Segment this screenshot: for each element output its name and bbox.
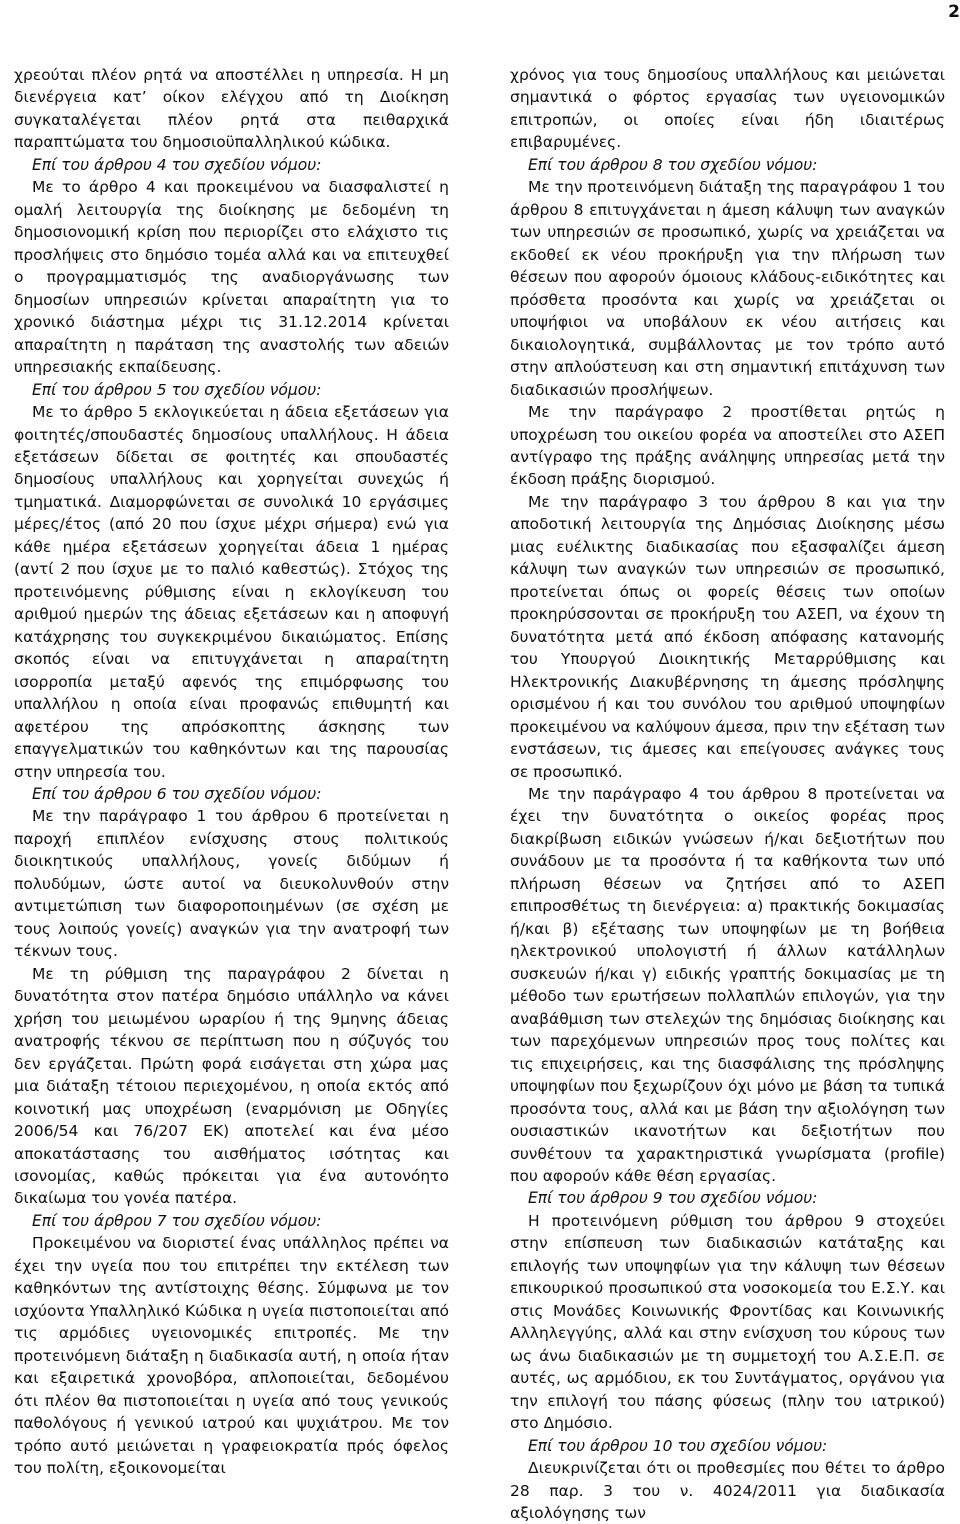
article-8-heading: Επί του άρθρου 8 του σχεδίου νόμου: [528, 155, 818, 174]
article-7-paragraph: Προκειμένου να διοριστεί ένας υπάλληλος πρέπει να έχει την υγεία που του επιτρέπει την εκτέλεση των καθηκόντων της αντίστοιχης θέσης. Σύμφωνα με τον ισχύοντα Υπαλληλικό Κώδικα η υγεία πιστοποιείται από τις αρμόδιες υγειονομικές επιτροπές. Με την προτεινόμενη διάταξη η διαδικασία αυτή, η οποία ήταν και εξαιρετικά χρονοβόρα, απλοποιείται, δεδομένου ότι πλέον θα πιστοποιείται η υγεία από τους γενικούς παθολόγους ή γενικού ιατρού και ψυχιάτρου. Με τον τρόπο αυτό μειώνεται η γραφειοκρατία πρός όφελος του πολίτη, εξοικονομείται [14, 1234, 449, 1478]
article-9-heading: Επί του άρθρου 9 του σχεδίου νόμου: [528, 1189, 818, 1208]
article-8-paragraph-1: Με την προτεινόμενη διάταξη της παραγράφου 1 του άρθρου 8 επιτυγχάνεται η άμεση κάλυψη των αναγκών των υπηρεσιών σε προσωπικό, χωρίς να χρειάζεται να εκδοθεί εκ νέου προκήρυξη για την πλήρωση των θέσεων που αφορούν όμοιους κλάδους-ειδικότητες και πρόσθετα προσόντα και χωρίς να χρειάζεται οι υποψήφιοι να υποβάλουν εκ νέου αιτήσεις και δικαιολογητικά, συμβάλλοντας με τον τρόπο αυτό στην απλούστευση και στη σημαντική επιτάχυνση των διαδικασιών προσλήψεων. [510, 178, 945, 399]
article-5-paragraph: Με το άρθρο 5 εκλογικεύεται η άδεια εξετάσεων για φοιτητές/σπουδαστές δημοσίους υπαλλήλους. Η άδεια εξετάσεων δίδεται σε φοιτητές και σπουδαστές δημοσίους υπαλλήλους και χορηγείται συνεχώς ή τμηματικά. Διαμορφώνεται σε συνολικά 10 εργάσιμες μέρες/έτος (από 20 που ίσχυε μέχρι σήμερα) ενώ για κάθε ημέρα εξετάσεων χορηγείται άδεια 1 ημέρας (αντί 2 που ίσχυε με το παλιό καθεστώς). Στόχος της προτεινόμενης ρύθμισης είναι η εκλογίκευση του αριθμού ημερών της άδειας εξετάσεων και η αποφυγή κατάχρησης του συγκεκριμένου δικαιώματος. Επίσης σκοπός είναι να επιτυγχάνεται η απαραίτητη ισορροπία μεταξύ αφενός της επιμόρφωσης του υπαλλήλου η οποία είναι προφανώς επιθυμητή και αφετέρου της απρόσκοπτης άσκησης των επαγγελματικών του καθηκόντων και της παρουσίας στην υπηρεσία του. [14, 403, 449, 781]
article-7-heading: Επί του άρθρου 7 του σχεδίου νόμου: [32, 1211, 322, 1230]
article-6-heading: Επί του άρθρου 6 του σχεδίου νόμου: [32, 785, 322, 803]
article-8-paragraph-3: Με την παράγραφο 3 του άρθρου 8 και για την αποδοτική λειτουργία της Δημόσιας Διοίκησης μέσω μιας ευέλικτης διαδικασίας που εξασφαλίζει άμεση κάλυψη των αναγκών των υπηρεσιών σε προσωπικό, προτείνεται όπως οι φορείς θέσεις των οποίων προκηρύσσονται σε προκήρυξη του ΑΣΕΠ, να έχουν τη δυνατότητα μετά από έκδοση απόφασης κατανομής του Υπουργού Διοικητικής Μεταρρύθμισης και Ηλεκτρονικής Διακυβέρνησης τη άμεσης πρόσληψης ορισμένου ή και του συνόλου του αριθμού υποψηφίων προκειμένου να καλύψουν άμεσα, πριν την εξέταση των ενστάσεων, τις άμεσες και επείγουσες ανάγκες τους σε προσωπικό. [510, 492, 945, 781]
article-6-paragraph-2: Με τη ρύθμιση της παραγράφου 2 δίνεται η δυνατότητα στον πατέρα δημόσιο υπάλληλο να κάνει χρήση του μειωμένου ωραρίου ή της 9μηνης άδειας ανατροφής τέκνου σε περίπτωση που η σύζυγός του δεν εργάζεται. Πρώτη φορά εισάγεται στη χώρα μας μια διάταξη τέτοιου περιεχομένου, η οποία εκτός από κοινοτική μας υποχρέωση (εναρμόνιση με Οδηγίες 2006/54 και 76/207 ΕΚ) αποτελεί και ένα μέσο αποκατάστασης του αισθήματος ισότητας και ισονομίας, καθώς πρόκειται για ένα αυτονόητο δικαίωμα του γονέα πατέρα. [14, 964, 449, 1208]
article-9-paragraph: Η προτεινόμενη ρύθμιση του άρθρου 9 στοχεύει στην επίσπευση των διαδικασιών κατάταξης και επιλογής των υποψηφίων για την κάλυψη των θέσεων επικουρικού προσωπικού στα νοσοκομεία του Ε.Σ.Υ. και στις Μονάδες Κοινωνικής Φροντίδας και Κοινωνικής Αλληλεγγύης, αλλά και στην ενίσχυση του κύρους των ως άνω διαδικασιών με τη συμμετοχή του Α.Σ.Ε.Π. σε αυτές, ως αρμόδιου, εκ του Συντάγματος, οργάνου για την επιλογή του πάσης φύσεως (πλην του ιατρικού) στο Δημόσιο. [510, 1211, 945, 1433]
article-6-paragraph-1: Με την παράγραφο 1 του άρθρου 6 προτείνεται η παροχή επιπλέον ενίσχυσης στους πολιτικούς διοικητικούς υπαλλήλους, γονείς διδύμων ή πολυδύμων, ώστε αυτοί να διευκολυνθούν στην αντιμετώπιση των διαφοροποιημένων (σε σχέση με τους λοιπούς γονείς) αναγκών για την ανατροφή των τέκνων τους. [14, 807, 449, 961]
right-intro-paragraph: χρόνος για τους δημοσίους υπαλλήλους και μειώνεται σημαντικά ο φόρτος εργασίας των υγειονομικών επιτροπών, οι οποίες είναι ήδη ιδιαιτέρως επιβαρυμένες. [510, 66, 945, 152]
article-5-heading: Επί του άρθρου 5 του σχεδίου νόμου: [32, 380, 322, 399]
right-column [510, 64, 945, 1524]
article-10-heading: Επί του άρθρου 10 του σχεδίου νόμου: [528, 1436, 828, 1455]
article-8-paragraph-4: Με την παράγραφο 4 του άρθρου 8 προτείνεται να έχει την δυνατότητα ο οικείος φορέας προς διακρίβωση ειδικών γνώσεων ή/και δεξιοτήτων που συνάδουν με τα προσόντα ή τα καθήκοντα των υπό πλήρωση θέσεων να ζητήσει από το ΑΣΕΠ επιπροσθέτως τη διενέργεια: α) πρακτικής δοκιμασίας ή/και β) εξέτασης των υποψηφίων με τη βοήθεια ηλεκτρονικού υπολογιστή ή άλλων κατάλληλων συσκευών ή/και γ) ειδικής γραπτής δοκιμασίας με τη μέθοδο των ερωτήσεων πολλαπλών επιλογών, για την αναβάθμιση των στελεχών της δημόσιας διοίκησης και των παρεχόμενων υπηρεσιών προς τους πολίτες και τις επιχειρήσεις, και της διασφάλισης της πρόσληψης υποψηφίων που ξεχωρίζουν όχι μόνο με βάση τα τυπικά προσόντα τους, αλλά και με βάση την αξιολόγηση των ουσιαστικών ικανοτήτων και δεξιοτήτων που συνθέτουν τα χαρακτηριστικά γνωρίσματα (profile) που αφορούν κάθε θέση εργασίας. [510, 785, 945, 1185]
article-4-paragraph: Με το άρθρο 4 και προκειμένου να διασφαλιστεί η ομαλή λειτουργία της διοίκησης με δεδομένη τη δημοσιονομική κρίση που περιορίζει στο ελάχιστο τις προσλήψεις στο δημόσιο τομέα αλλά και να επιτευχθεί ο προγραμματισμός της αναδιοργάνωσης των δημοσίων υπηρεσιών κρίνεται απαραίτητη για το χρονικό διάστημα μέχρι τις 31.12.2014 κρίνεται απαραίτητη η παράταση της αναστολής των αδειών υπηρεσιακής εκπαίδευσης. [14, 178, 449, 377]
article-10-paragraph: Διευκρινίζεται ότι οι προθεσμίες που θέτει το άρθρο 28 παρ. 3 του ν. 4024/2011 για διαδικασία αξιολόγησης των [510, 1459, 945, 1522]
page-number: 2 [948, 2, 960, 22]
article-4-heading: Επί του άρθρου 4 του σχεδίου νόμου: [32, 155, 322, 174]
left-intro-paragraph: χρεούται πλέον ρητά να αποστέλλει η υπηρεσία. Η μη διενέργεια κατ’ οίκον ελέγχου από τη Διοίκηση συγκαταλέγεται πλέον ρητά στα πειθαρχικά παραπτώματα του δημοσιοϋπαλληλικού κώδικα. [14, 66, 449, 152]
article-8-paragraph-2: Με την παράγραφο 2 προστίθεται ρητώς η υποχρέωση του οικείου φορέα να αποστείλει στο ΑΣΕΠ αντίγραφο της πράξης ανάληψης υπηρεσίας μετά την έκδοση πράξης διορισμού. [510, 403, 945, 489]
left-column [14, 64, 449, 1480]
